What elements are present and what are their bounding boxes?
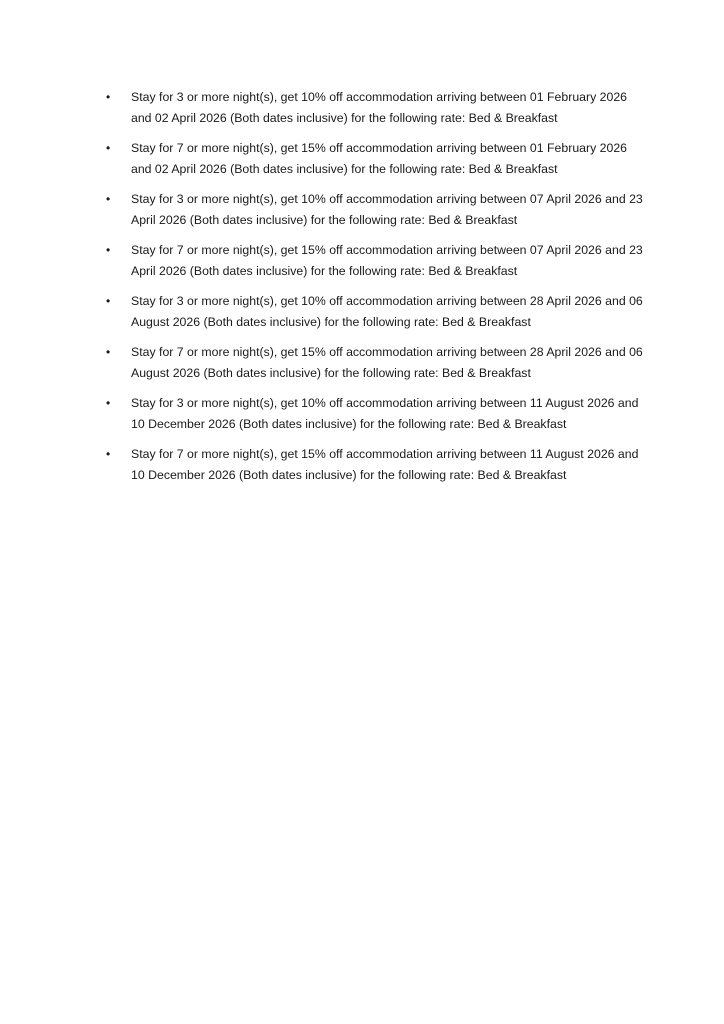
offer-item	[104, 342, 644, 384]
bullet-icon: •	[106, 396, 111, 410]
bullet-icon: •	[106, 243, 111, 257]
offer-list	[104, 87, 644, 495]
offer-item	[104, 138, 644, 180]
offer-text: Stay for 3 or more night(s), get 10% off accommodation arriving between 11 August 2026 and 10 December 2026 (Both dates inclusive) for the following rate: Bed & Breakfast	[131, 396, 639, 431]
offer-item	[104, 240, 644, 282]
offer-text: Stay for 7 or more night(s), get 15% off accommodation arriving between 11 August 2026 and 10 December 2026 (Both dates inclusive) for the following rate: Bed & Breakfast	[131, 447, 639, 482]
bullet-icon: •	[106, 447, 111, 461]
offer-item	[104, 87, 644, 129]
offer-text: Stay for 3 or more night(s), get 10% off accommodation arriving between 28 April 2026 and 06 August 2026 (Both dates inclusive) for the following rate: Bed & Breakfast	[131, 294, 643, 329]
bullet-icon: •	[106, 90, 111, 104]
offer-text: Stay for 7 or more night(s), get 15% off accommodation arriving between 07 April 2026 and 23 April 2026 (Both dates inclusive) for the following rate: Bed & Breakfast	[131, 243, 643, 278]
offer-text: Stay for 7 or more night(s), get 15% off accommodation arriving between 01 February 2026 and 02 April 2026 (Both dates inclusive) for the following rate: Bed & Breakfast	[131, 141, 628, 176]
bullet-icon: •	[106, 192, 111, 206]
offer-text: Stay for 7 or more night(s), get 15% off accommodation arriving between 28 April 2026 and 06 August 2026 (Both dates inclusive) for the following rate: Bed & Breakfast	[131, 345, 643, 380]
offer-item	[104, 444, 644, 486]
offer-item	[104, 393, 644, 435]
bullet-icon: •	[106, 294, 111, 308]
bullet-icon: •	[106, 345, 111, 359]
offer-text: Stay for 3 or more night(s), get 10% off accommodation arriving between 07 April 2026 and 23 April 2026 (Both dates inclusive) for the following rate: Bed & Breakfast	[131, 192, 643, 227]
offer-text: Stay for 3 or more night(s), get 10% off accommodation arriving between 01 February 2026 and 02 April 2026 (Both dates inclusive) for the following rate: Bed & Breakfast	[131, 90, 628, 125]
bullet-icon: •	[106, 141, 111, 155]
offer-item	[104, 189, 644, 231]
offer-item	[104, 291, 644, 333]
